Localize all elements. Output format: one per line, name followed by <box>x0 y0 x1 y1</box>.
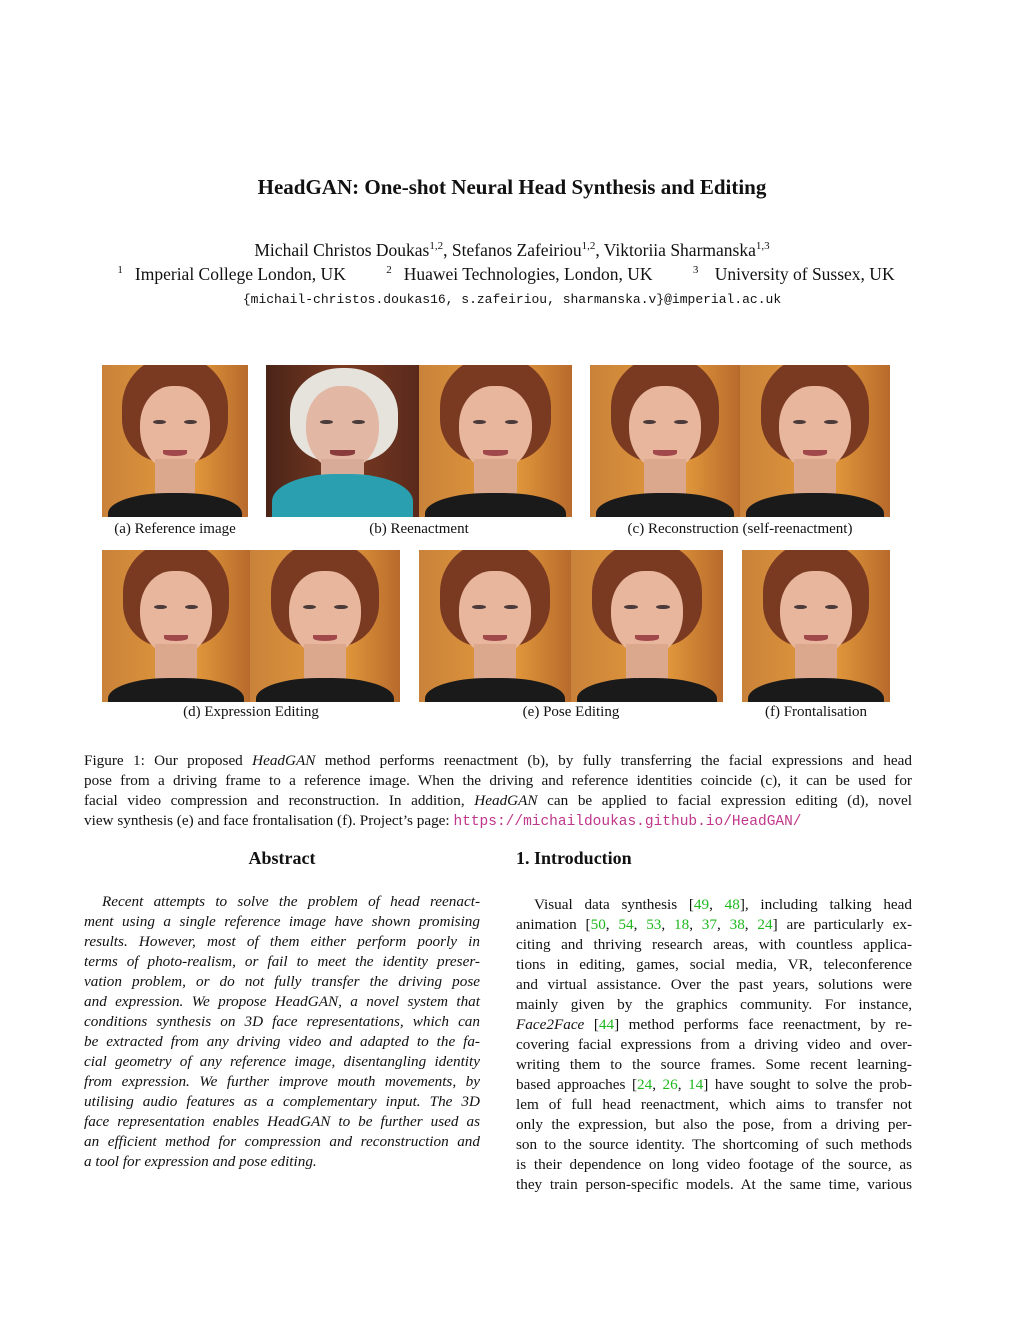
abstract-line: from expression. We further improve mouth movements, by <box>84 1073 480 1090</box>
intro-line: based approaches [24, 26, 14] have sought to solve the prob- <box>516 1076 913 1093</box>
intro-line: is their dependence on long video footage of the source, as <box>516 1156 912 1173</box>
citation-link[interactable]: 49 <box>693 896 710 913</box>
caption-line: Figure 1: Our proposed HeadGAN method performs reenactment (b), by fully transferring the facial expressions and head <box>84 752 912 769</box>
author-name: Michail Christos Doukas <box>254 240 430 260</box>
figure-image-reference <box>102 365 248 517</box>
abstract-line: a tool for expression and pose editing. <box>84 1153 317 1170</box>
citation-link[interactable]: 38 <box>729 916 745 933</box>
intro-line: tions in editing, games, social media, VR, teleconference <box>516 956 912 973</box>
citation-link[interactable]: 26 <box>662 1076 678 1093</box>
figure-image-pose-2 <box>571 550 723 702</box>
author-list <box>0 240 1024 261</box>
intro-text <box>516 895 912 1195</box>
figure-image-pose-1 <box>419 550 571 702</box>
intro-line: Face2Face [44] method performs face reenactment, by re- <box>516 1016 913 1033</box>
caption-d: (d) Expression Editing <box>183 704 319 720</box>
intro-line: animation [50, 54, 53, 18, 37, 38, 24] are particularly ex- <box>516 916 912 933</box>
citation-link[interactable]: 24 <box>637 1076 653 1093</box>
author-affil-sup: 1,2 <box>581 240 596 253</box>
caption-a: (a) Reference image <box>114 521 236 537</box>
affiliation: $^1$ Imperial College London, UK <box>117 264 346 284</box>
figure-image-frontalisation <box>742 550 890 702</box>
caption-e: (e) Pose Editing <box>522 704 620 720</box>
abstract-line: utilising audio features as a complementary input. The 3D <box>84 1093 480 1110</box>
caption-c: (c) Reconstruction (self-reenactment) <box>627 521 853 537</box>
author-name: , Stefanos Zafeiriou <box>443 240 582 260</box>
intro-line: only the expression, but also the pose, from a driving per- <box>516 1116 912 1133</box>
abstract-line: and expression. We propose HeadGAN, a novel system that <box>84 993 480 1010</box>
affiliation: $^3$ University of Sussex, UK <box>692 264 895 284</box>
caption-line: pose from a driving frame to a reference image. When the driving and reference identities coincide (c), it can be used for <box>84 772 912 789</box>
citation-link[interactable]: 14 <box>688 1076 704 1093</box>
intro-line: Visual data synthesis [49, 48], including talking head <box>534 896 913 913</box>
project-page-link[interactable]: https://michaildoukas.github.io/HeadGAN/ <box>453 814 802 830</box>
abstract-line: an efficient method for compression and reconstruction and <box>84 1133 480 1150</box>
figure-image-expression-1 <box>102 550 250 702</box>
caption-b: (b) Reenactment <box>369 521 469 537</box>
paper-title: HeadGAN: One-shot Neural Head Synthesis and Editing <box>257 175 767 199</box>
citation-link[interactable]: 50 <box>590 916 606 933</box>
author-emails: {michail-christos.doukas16, s.zafeiriou, sharmanska.v}@imperial.ac.uk <box>242 292 782 307</box>
caption-line: view synthesis (e) and face frontalisation (f). Project’s page: https://michaildoukas.github.io/HeadGAN/ <box>84 812 802 830</box>
abstract-line: be extracted from any driving video and adapted to the fa- <box>84 1033 480 1050</box>
figure-image-reconstruction-driving <box>590 365 740 517</box>
figure-image-expression-2 <box>250 550 400 702</box>
abstract-line: terms of photo-realism, or fail to meet the identity preser- <box>84 953 480 970</box>
figure-image-reconstruction-output <box>740 365 890 517</box>
abstract-text <box>84 892 480 1172</box>
intro-line: mainly given by the graphics community. For instance, <box>516 996 912 1013</box>
intro-line: son to the source identity. The shortcoming of such methods <box>516 1136 912 1153</box>
figure-image-driving-woman <box>266 365 419 517</box>
intro-line: covering facial expressions from a driving video and over- <box>516 1036 912 1053</box>
abstract-line: cial geometry of any reference image, disentangling identity <box>84 1053 480 1070</box>
caption-line: facial video compression and reconstruction. In addition, HeadGAN can be applied to facial expression editing (d), novel <box>84 792 912 809</box>
affiliation: $^2$ Huawei Technologies, London, UK <box>386 264 653 284</box>
author-affil-sup: 1,3 <box>755 240 770 253</box>
abstract-line: Recent attempts to solve the problem of head reenact- <box>102 893 480 910</box>
intro-line: they train person-specific models. At the same time, various <box>516 1176 912 1193</box>
author-name: , Viktoriia Sharmanska <box>595 240 756 260</box>
abstract-heading: Abstract <box>248 848 316 868</box>
figure-caption <box>84 751 912 832</box>
citation-link[interactable]: 54 <box>618 916 634 933</box>
intro-line: writing them to the source frames. Some recent learning- <box>516 1056 912 1073</box>
abstract-line: vation problem, or do not fully transfer the driving pose <box>84 973 480 990</box>
abstract-line: face representation enables HeadGAN to be further used as <box>84 1113 480 1130</box>
abstract-line: results. However, most of them either perform poorly in <box>84 933 480 950</box>
citation-link[interactable]: 48 <box>724 896 740 913</box>
abstract-line: ment using a single reference image have shown promising <box>84 913 480 930</box>
abstract-line: conditions synthesis on 3D face representations, which can <box>84 1013 480 1030</box>
intro-line: lem of full head reenactment, which aims to transfer not <box>516 1096 912 1113</box>
citation-link[interactable]: 53 <box>646 916 662 933</box>
citation-link[interactable]: 44 <box>598 1016 615 1033</box>
intro-heading: 1. Introduction <box>516 848 632 868</box>
citation-link[interactable]: 37 <box>701 916 717 933</box>
figure-image-reenactment <box>419 365 572 517</box>
intro-line: and virtual assistance. Over the past years, solutions were <box>516 976 912 993</box>
citation-link[interactable]: 18 <box>674 916 690 933</box>
citation-link[interactable]: 24 <box>757 916 773 933</box>
intro-line: citing and thriving research areas, with countless applica- <box>516 936 912 953</box>
caption-f: (f) Frontalisation <box>764 704 868 720</box>
affiliations <box>0 264 1024 285</box>
author-affil-sup: 1,2 <box>429 240 444 253</box>
